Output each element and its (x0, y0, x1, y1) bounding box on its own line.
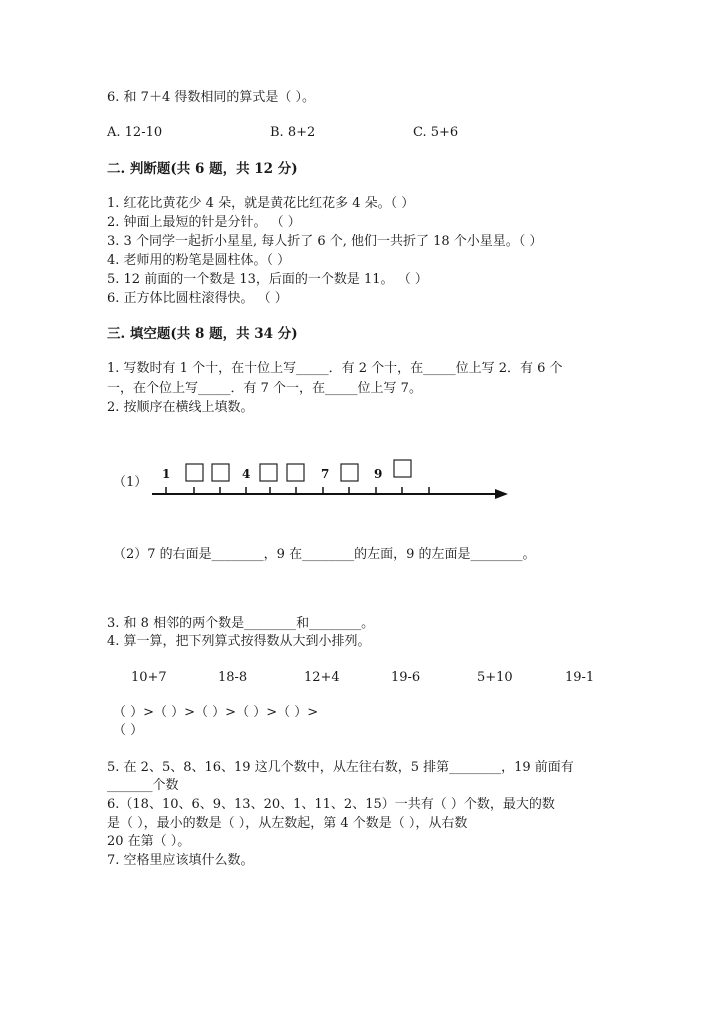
fill-q6-line2: 是（ ），最小的数是（ ），从左数起，第 4 个数是（ ），从右数 (107, 816, 468, 831)
blank-box[interactable] (341, 464, 358, 481)
judgement-item: 4. 老师用的粉笔是圆柱体。（ ） (107, 253, 291, 268)
order-answer-line2: （ ） (113, 723, 144, 738)
numberline-number: 9 (374, 467, 383, 481)
judgement-item: 5. 12 前面的一个数是 13，后面的一个数是 11。 （ ） (107, 272, 428, 287)
fill-q2-sub2: （2）7 的右面是________，9 在________的左面，9 的左面是________。 (113, 547, 536, 562)
fill-q6-line3: 20 在第（ ）。 (107, 834, 191, 849)
expression: 10+7 (131, 670, 167, 685)
blank-box[interactable] (394, 460, 411, 477)
blank-box[interactable] (212, 464, 229, 481)
fill-q4: 4. 算一算，把下列算式按得数从大到小排列。 (107, 634, 371, 649)
expression: 5+10 (477, 670, 513, 685)
numberline-number: 1 (162, 467, 171, 481)
judgement-item: 1. 红花比黄花少 4 朵，就是黄花比红花多 4 朵。（ ） (107, 196, 415, 211)
numberline-number: 4 (242, 467, 251, 481)
section-heading-fill-blank: 三. 填空题(共 8 题，共 34 分) (107, 326, 298, 342)
blank-box[interactable] (260, 464, 277, 481)
judgement-item: 3. 3 个同学一起折小星星, 每人折了 6 个, 他们一共折了 18 个小星星。（ ） (107, 234, 543, 249)
fill-q7: 7. 空格里应该填什么数。 (107, 853, 254, 868)
section-heading-judgement: 二. 判断题(共 6 题，共 12 分) (107, 161, 298, 177)
blank-box[interactable] (287, 464, 304, 481)
fill-q2: 2. 按顺序在横线上填数。 (107, 400, 254, 415)
arrow-head-icon (495, 489, 508, 499)
fill-q5-line1: 5. 在 2、5、8、16、19 这几个数中，从左往右数，5 排第________，19 前面有 (107, 760, 574, 775)
choice-option-c[interactable]: C. 5+6 (413, 125, 459, 140)
fill-q5-line2: _______个数 (107, 778, 179, 793)
numberline-label: （1） (113, 475, 148, 490)
fill-q6-line1: 6.（18、10、6、9、13、20、1、11、2、15）一共有（ ）个数，最大的数 (107, 797, 555, 812)
fill-q1-line1: 1. 写数时有 1 个十，在十位上写_____．有 2 个十，在_____位上写 2．有 6 个 (107, 361, 563, 376)
fill-q3: 3. 和 8 相邻的两个数是________和________。 (107, 616, 375, 631)
order-answer-line1: （ ）>（ ）>（ ）>（ ）>（ ）> (113, 705, 319, 720)
choice-option-a[interactable]: A. 12-10 (107, 125, 163, 140)
fill-q1-line2: 一，在个位上写_____．有 7 个一，在_____位上写 7。 (107, 381, 422, 396)
choice-option-b[interactable]: B. 8+2 (270, 125, 316, 140)
expression: 19-1 (565, 670, 595, 685)
number-line-ticks (166, 487, 429, 494)
expression: 18-8 (218, 670, 248, 685)
choice-question-stem: 6. 和 7＋4 得数相同的算式是（ ）。 (107, 90, 315, 105)
expression: 12+4 (304, 670, 340, 685)
judgement-item: 6. 正方体比圆柱滚得快。 （ ） (107, 291, 288, 306)
numberline-number: 7 (321, 467, 330, 481)
judgement-item: 2. 钟面上最短的针是分针。 （ ） (107, 215, 301, 230)
blank-box[interactable] (186, 464, 203, 481)
expression: 19-6 (391, 670, 421, 685)
number-line-figure (150, 448, 515, 510)
